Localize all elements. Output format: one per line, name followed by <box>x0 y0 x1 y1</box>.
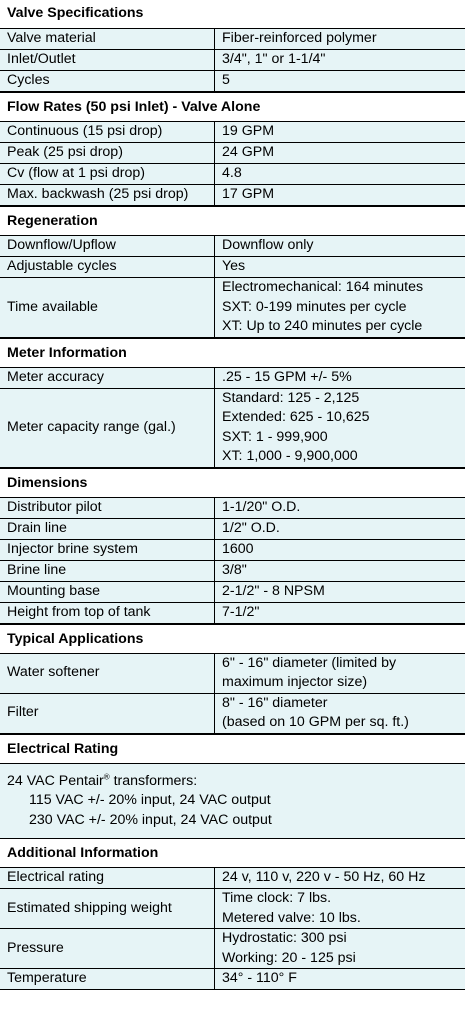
spec-table <box>0 28 465 92</box>
row-label: Valve material <box>0 29 215 50</box>
row-value <box>215 929 465 969</box>
table-row <box>0 236 465 257</box>
value-line: 1-1/20" O.D. <box>222 498 301 515</box>
value-line: 4.8 <box>222 165 242 182</box>
value-line: Extended: 625 - 10,625 <box>222 409 370 425</box>
table-row <box>0 560 465 581</box>
value-line: Time clock: 7 lbs. <box>222 890 332 906</box>
value-line: SXT: 1 - 999,900 <box>222 428 328 445</box>
row-label: Drain line <box>0 518 215 539</box>
electrical-line-2: 115 VAC +/- 20% input, 24 VAC output <box>29 792 271 808</box>
value-line: 2-1/2" - 8 NPSM <box>222 582 325 599</box>
table-row <box>0 518 465 539</box>
table-row <box>0 122 465 143</box>
table-row <box>0 497 465 518</box>
row-label: Max. backwash (25 psi drop) <box>0 185 215 206</box>
table-row <box>0 143 465 164</box>
value-line: 3/8" <box>222 561 247 578</box>
table-row <box>0 868 465 889</box>
row-label: Filter <box>0 693 215 733</box>
value-line: Hydrostatic: 300 psi <box>222 930 347 946</box>
value-line: 1/2" O.D. <box>222 519 280 536</box>
table-row <box>0 185 465 206</box>
row-label: Cv (flow at 1 psi drop) <box>0 164 215 185</box>
electrical-line-3: 230 VAC +/- 20% input, 24 VAC output <box>29 811 272 828</box>
value-line: XT: 1,000 - 9,900,000 <box>222 448 358 464</box>
row-label: Brine line <box>0 560 215 581</box>
section-title-regeneration: Regeneration <box>0 206 465 235</box>
value-line: Working: 20 - 125 psi <box>222 949 356 966</box>
section-title-flow-rates-50-psi-inlet-valve-alone: Flow Rates (50 psi Inlet) - Valve Alone <box>0 92 465 121</box>
row-label: Adjustable cycles <box>0 257 215 278</box>
value-line: Standard: 125 - 2,125 <box>222 389 360 406</box>
value-line: Metered valve: 10 lbs. <box>222 909 361 926</box>
row-value <box>215 50 465 71</box>
spec-table <box>0 653 465 734</box>
row-value <box>215 539 465 560</box>
value-line: Fiber-reinforced polymer <box>222 30 377 47</box>
table-row <box>0 278 465 338</box>
row-value <box>215 889 465 929</box>
table-row <box>0 29 465 50</box>
table-row <box>0 929 465 969</box>
row-value <box>215 367 465 388</box>
value-line: (based on 10 GPM per sq. ft.) <box>222 714 409 730</box>
row-value <box>215 122 465 143</box>
row-value <box>215 497 465 518</box>
table-row <box>0 889 465 929</box>
row-label: Downflow/Upflow <box>0 236 215 257</box>
row-label: Mounting base <box>0 581 215 602</box>
value-line: SXT: 0-199 minutes per cycle <box>222 298 407 315</box>
row-label: Temperature <box>0 969 215 990</box>
value-line: 1600 <box>222 540 254 557</box>
row-label: Meter accuracy <box>0 367 215 388</box>
table-row <box>0 164 465 185</box>
row-value <box>215 653 465 693</box>
value-line: 6" - 16" diameter (limited by <box>222 654 397 671</box>
spec-table <box>0 235 465 338</box>
row-label: Peak (25 psi drop) <box>0 143 215 164</box>
row-label: Distributor pilot <box>0 497 215 518</box>
value-line: maximum injector size) <box>222 674 368 690</box>
row-label: Inlet/Outlet <box>0 50 215 71</box>
row-value <box>215 560 465 581</box>
row-label: Meter capacity range (gal.) <box>0 388 215 467</box>
row-value <box>215 602 465 623</box>
electrical-line-1: 24 VAC Pentair® transformers: <box>7 771 198 789</box>
table-row <box>0 367 465 388</box>
spec-table <box>0 121 465 206</box>
row-label: Electrical rating <box>0 868 215 889</box>
row-value <box>215 693 465 733</box>
row-value <box>215 581 465 602</box>
registered-mark: ® <box>103 771 110 781</box>
value-line: 19 GPM <box>222 123 275 140</box>
row-label: Cycles <box>0 71 215 92</box>
row-value <box>215 185 465 206</box>
row-value <box>215 164 465 185</box>
table-row <box>0 581 465 602</box>
row-label: Water softener <box>0 653 215 693</box>
row-label: Injector brine system <box>0 539 215 560</box>
row-value <box>215 143 465 164</box>
value-line: 3/4", 1" or 1-1/4" <box>222 51 326 68</box>
value-line: 8" - 16" diameter <box>222 694 328 711</box>
row-label: Continuous (15 psi drop) <box>0 122 215 143</box>
section-title-additional-information: Additional Information <box>0 838 465 867</box>
table-row <box>0 653 465 693</box>
additional-info-container <box>0 867 465 990</box>
value-line: .25 - 15 GPM +/- 5% <box>222 368 352 385</box>
row-label: Height from top of tank <box>0 602 215 623</box>
row-value <box>215 278 465 338</box>
spec-table <box>0 497 465 624</box>
table-row <box>0 71 465 92</box>
row-value <box>215 257 465 278</box>
row-value <box>215 29 465 50</box>
table-row <box>0 969 465 990</box>
section-title-electrical-rating: Electrical Rating <box>0 734 465 763</box>
row-value <box>215 868 465 889</box>
value-line: XT: Up to 240 minutes per cycle <box>222 318 423 334</box>
table-row <box>0 257 465 278</box>
row-value <box>215 388 465 467</box>
value-line: 24 v, 110 v, 220 v - 50 Hz, 60 Hz <box>222 869 426 886</box>
row-value <box>215 969 465 990</box>
table-row <box>0 693 465 733</box>
value-line: 24 GPM <box>222 144 275 161</box>
row-label: Estimated shipping weight <box>0 889 215 929</box>
value-line: 17 GPM <box>222 186 275 203</box>
section-title-meter-information: Meter Information <box>0 338 465 367</box>
table-row <box>0 539 465 560</box>
table-row <box>0 602 465 623</box>
value-line: Electromechanical: 164 minutes <box>222 279 424 295</box>
value-line: Downflow only <box>222 237 314 254</box>
row-value <box>215 236 465 257</box>
table-row <box>0 388 465 467</box>
value-line: 34° - 110° F <box>222 970 297 987</box>
table-row <box>0 50 465 71</box>
section-title-typical-applications: Typical Applications <box>0 624 465 653</box>
row-label: Time available <box>0 278 215 338</box>
row-label: Pressure <box>0 929 215 969</box>
row-value <box>215 71 465 92</box>
section-title-dimensions: Dimensions <box>0 468 465 497</box>
electrical-rating-note <box>0 763 465 839</box>
spec-table <box>0 367 465 468</box>
spec-table <box>0 867 465 990</box>
row-value <box>215 518 465 539</box>
value-line: Yes <box>222 258 246 275</box>
value-line: 7-1/2" <box>222 603 260 620</box>
value-line: 5 <box>222 72 230 89</box>
section-title-valve-specifications: Valve Specifications <box>0 0 465 28</box>
